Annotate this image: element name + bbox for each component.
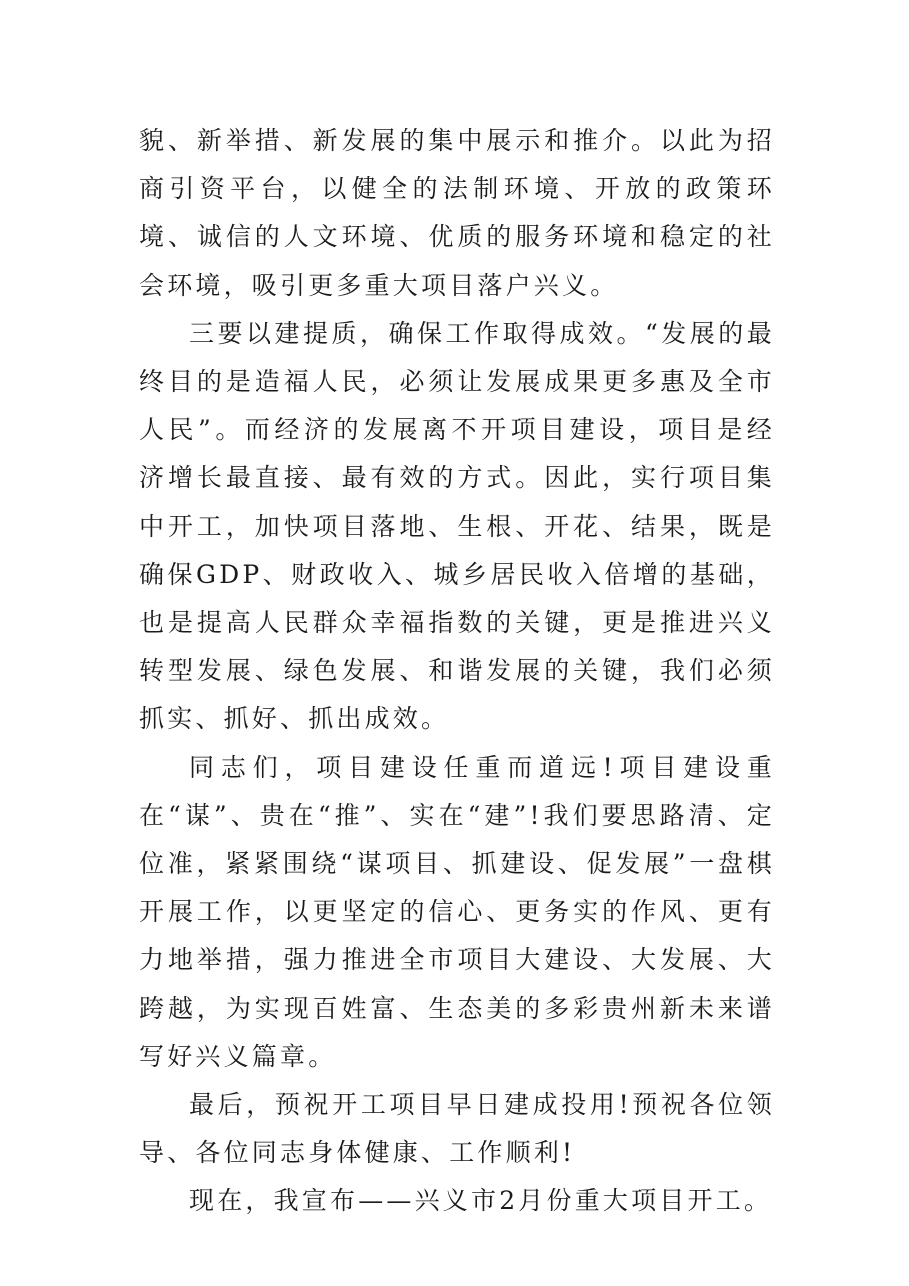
paragraph-third-requirement: 三要以建提质，确保工作取得成效。“发展的最终目的是造福人民，必须让发展成果更多惠及全市人民”。而经济的发展离不开项目建设，项目是经济增长最直接、最有效的方式。因此，实行项目集中开工，加快项目落地、生根、开花、结果，既是确保GDP、财政收入、城乡居民收入倍增的基础，也是提高人民群众幸福指数的关键，更是推进兴义转型发展、绿色发展、和谐发展的关键，我们必须抓实、抓好、抓出成效。: [139, 318, 775, 734]
document-body: [139, 117, 775, 1226]
paragraph-announcement: 现在，我宣布——兴义市2月份重大项目开工。: [189, 1186, 773, 1216]
paragraph-final-wishes: 最后，预祝开工项目早日建成投用!预祝各位领导、各位同志身体健康、工作顺利!: [139, 1090, 775, 1168]
paragraph-comrades: 同志们，项目建设任重而道远!项目建设重在“谋”、贵在“推”、实在“建”!我们要思路清、定位准，紧紧围绕“谋项目、抓建设、促发展”一盘棋开展工作，以更坚定的信心、更务实的作风、更有力地举措，强力推进全市项目大建设、大发展、大跨越，为实现百姓富、生态美的多彩贵州新未来谱写好兴义篇章。: [139, 752, 775, 1071]
paragraph-continued: 貌、新举措、新发展的集中展示和推介。以此为招商引资平台，以健全的法制环境、开放的政策环境、诚信的人文环境、优质的服务环境和稳定的社会环境，吸引更多重大项目落户兴义。: [139, 126, 775, 300]
